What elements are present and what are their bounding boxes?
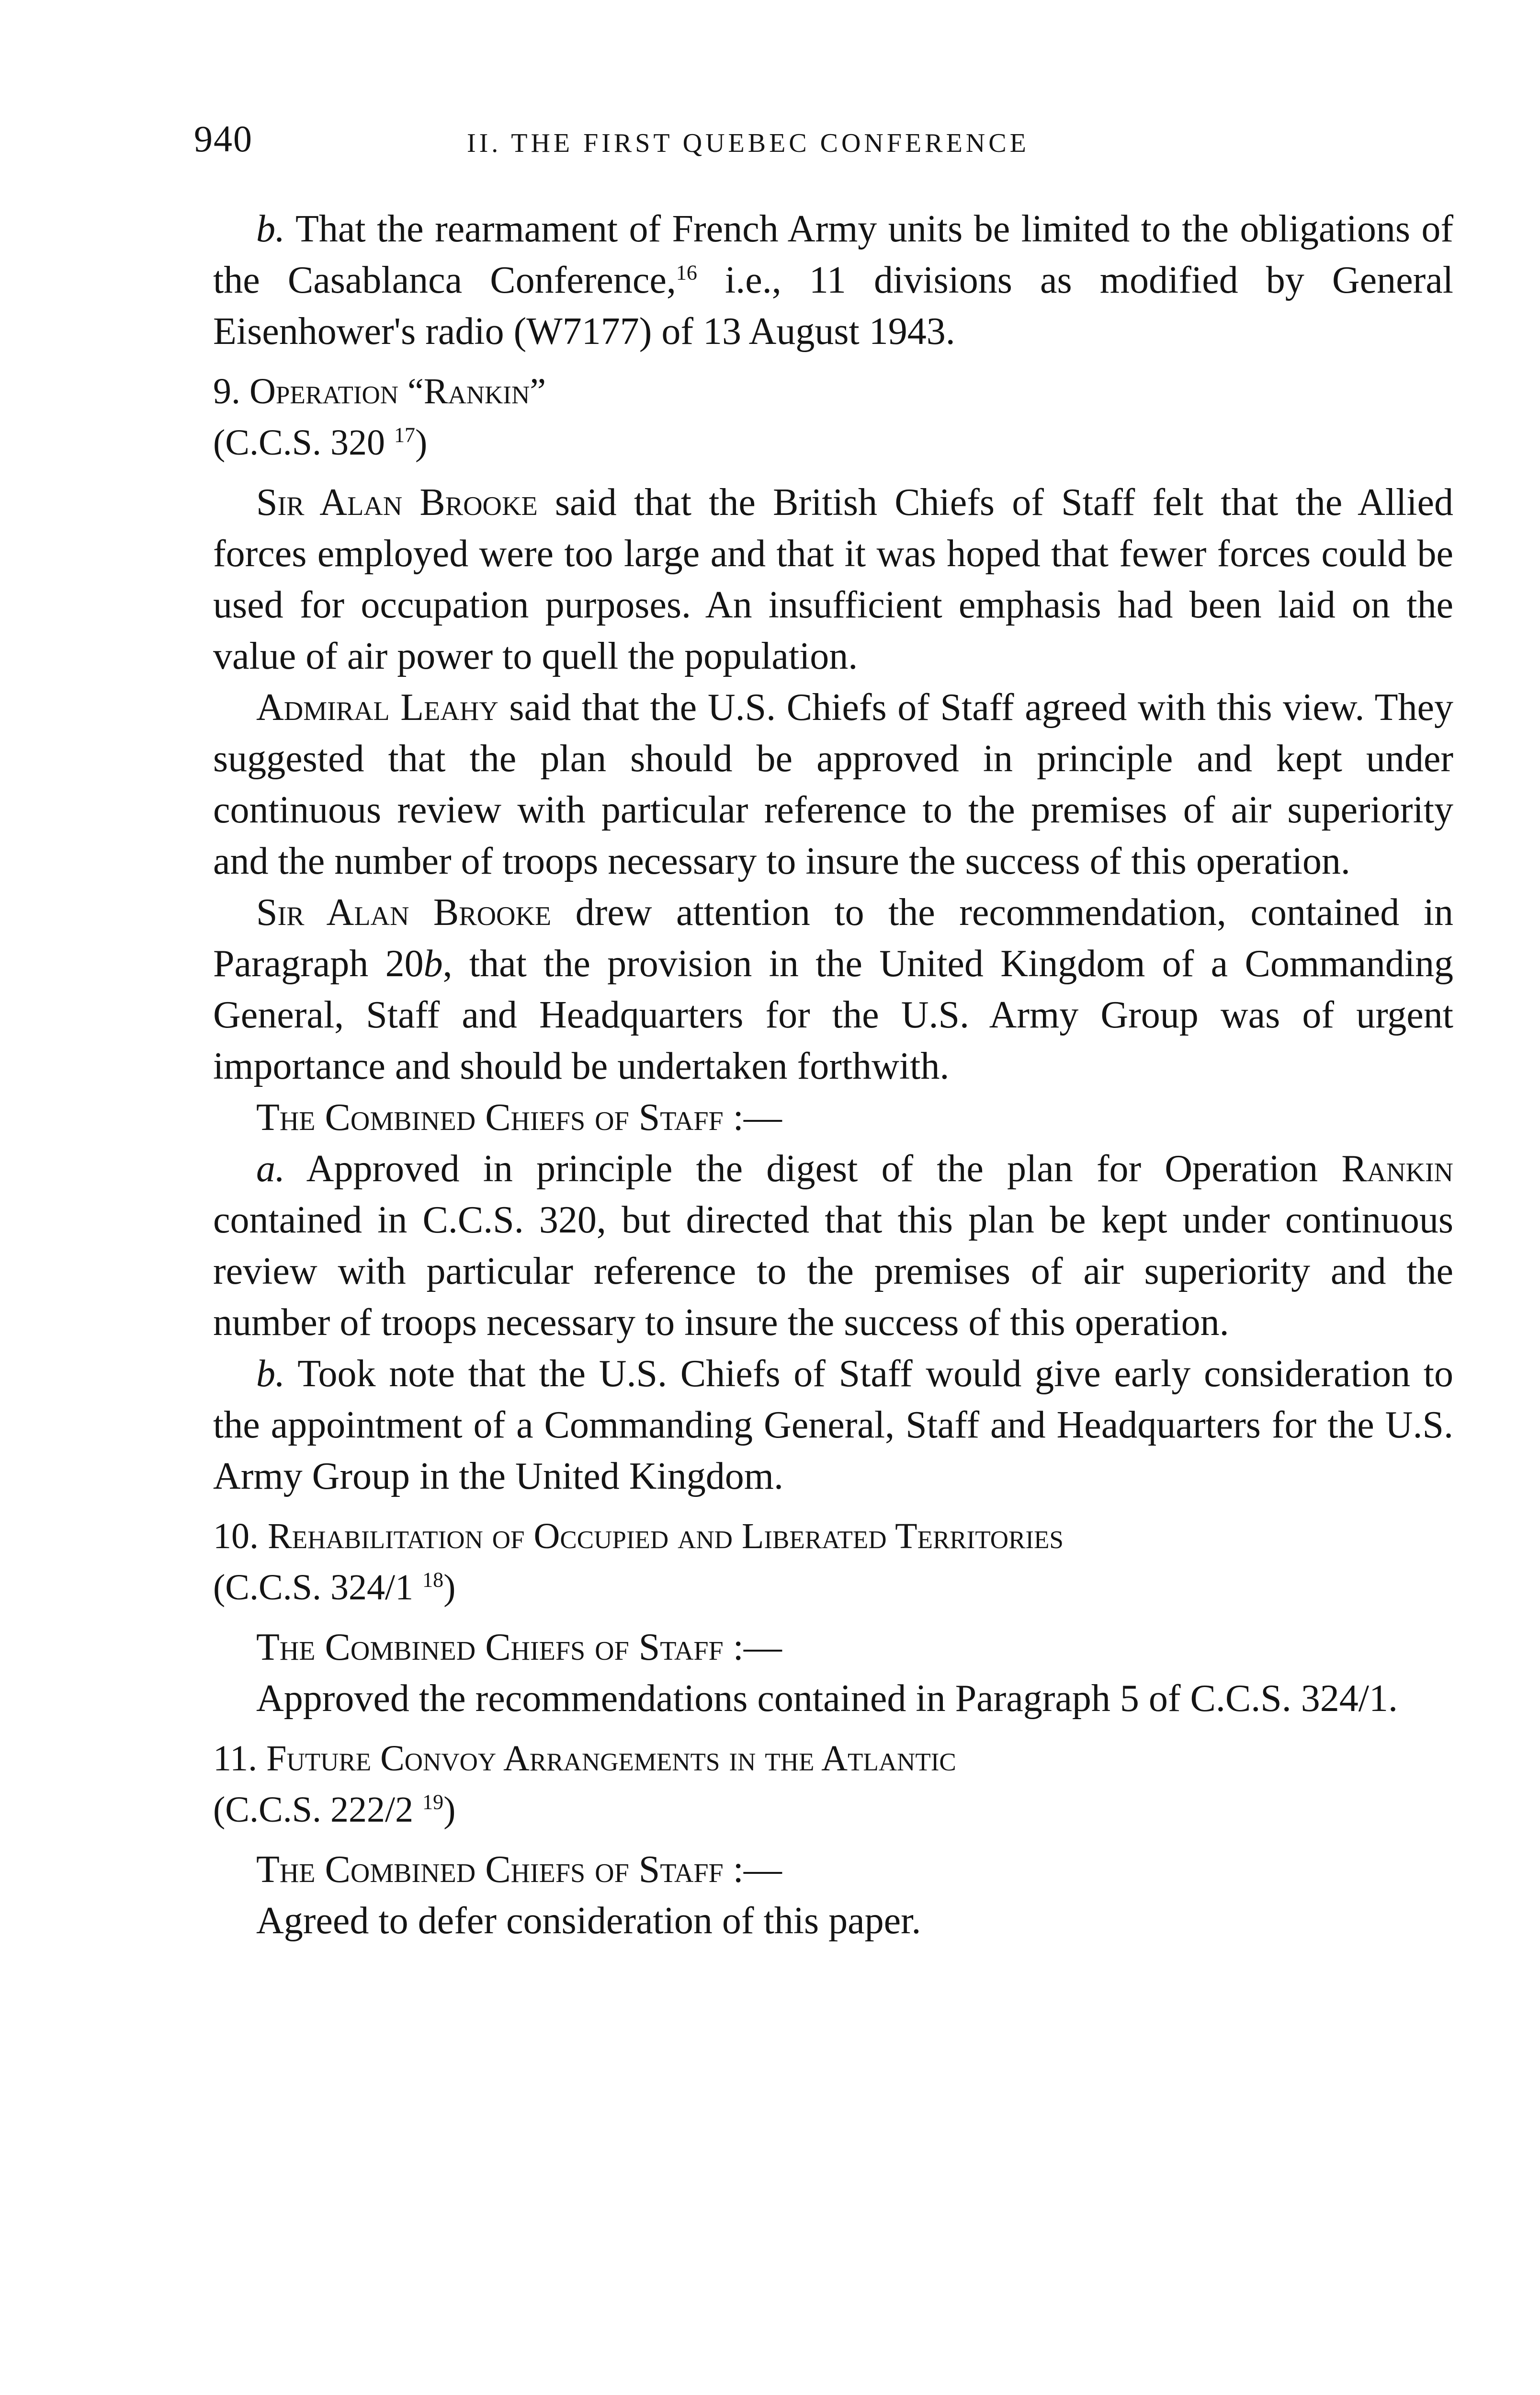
item-label: b.: [256, 208, 285, 250]
speaker-name: Sir Alan Brooke: [256, 481, 538, 524]
page-body: [213, 204, 1453, 1947]
section-ref-10: (C.C.S. 324/1 $^{18}$): [213, 1567, 456, 1608]
footnote-ref: 16: [676, 261, 697, 285]
paragraph-brooke-1: Sir Alan Brooke said that the British Chiefs of Staff felt that the Allied forces employed were too large and that it was hoped that fewer forces could be used for occupation purposes. An insufficient emphasis had been laid on the value of air power to quell the population.: [213, 481, 1453, 677]
page-number: 940: [194, 118, 253, 160]
paragraph-leahy: Admiral Leahy said that the U.S. Chiefs of Staff agreed with this view. They suggested that the plan should be approved in principle and kept under continuous review with particular reference to the premises of air superiority and the number of troops necessary to insure the success of this operation.: [213, 686, 1453, 882]
section-heading-9: 9. Operation “Rankin”: [213, 371, 546, 411]
section-heading-11: 11. Future Convoy Arrangements in the Atlantic: [213, 1738, 956, 1779]
section-ref-9: (C.C.S. 320 $^{17}$): [213, 422, 428, 463]
ccs-label: The Combined Chiefs of Staff :—: [256, 1096, 782, 1139]
paragraph-agreed-defer: Agreed to defer consideration of this paper.: [256, 1900, 921, 1942]
item-label: b.: [256, 1353, 285, 1395]
operation-name: Rankin: [1341, 1148, 1453, 1190]
speaker-name: Admiral Leahy: [256, 686, 498, 729]
section-ref-11: (C.C.S. 222/2 $^{19}$): [213, 1790, 456, 1830]
speaker-name: Sir Alan Brooke: [256, 891, 552, 934]
page-header: [194, 117, 1453, 175]
section-heading-10: 10. Rehabilitation of Occupied and Liberated Territories: [213, 1516, 1064, 1556]
paragraph-approved-recommendations: Approved the recommendations contained in Paragraph 5 of C.C.S. 324/1.: [256, 1677, 1398, 1720]
paragraph-b-took-note: b. Took note that the U.S. Chiefs of Staff would give early consideration to the appointment of a Commanding General, Staff and Headquarters for the U.S. Army Group in the United Kingdom.: [213, 1353, 1453, 1497]
ccs-label-11: The Combined Chiefs of Staff :—: [256, 1848, 782, 1891]
running-title: II. THE FIRST QUEBEC CONFERENCE: [467, 128, 1030, 158]
paragraph-brooke-2: Sir Alan Brooke drew attention to the recommendation, contained in Paragraph 20b, that the provision in the United Kingdom of a Commanding General, Staff and Headquarters for the U.S. Army Group was of urgent importance and should be undertaken forthwith.: [213, 891, 1454, 1087]
paragraph-a-approved: a. Approved in principle the digest of the plan for Operation Rankin contained in C.C.S. 320, but directed that this plan be kept under continuous review with particular reference to the premises of air superiority and the number of troops necessary to insure the success of this operation.: [213, 1148, 1453, 1344]
paragraph-b-rearmament: b. That the rearmament of French Army units be limited to the obligations of the Casablanca Conference,$^{16}$ i.e., 11 divisions as modified by General Eisenhower's radio (W7177) of 13 August 1943.: [213, 208, 1453, 353]
ccs-label-10: The Combined Chiefs of Staff :—: [256, 1626, 782, 1668]
item-label: a.: [256, 1148, 285, 1190]
